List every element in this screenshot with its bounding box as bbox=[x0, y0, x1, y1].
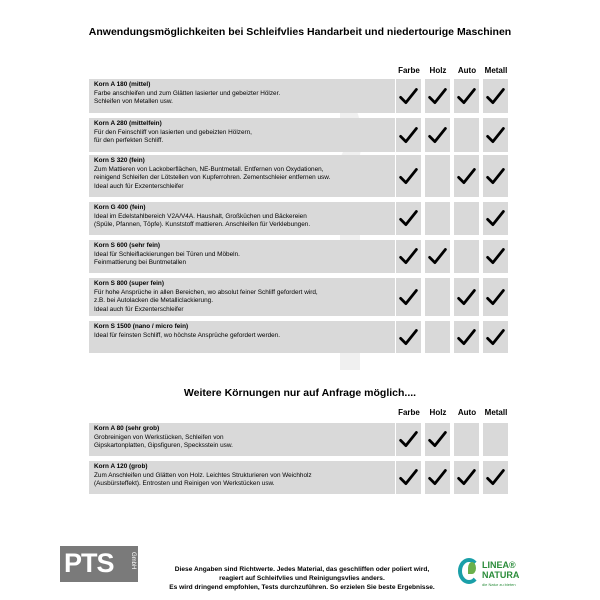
pts-logo-gmbh: GmbH bbox=[130, 552, 136, 570]
check-cell-holz bbox=[425, 118, 450, 152]
product-description bbox=[89, 240, 395, 273]
check-cell-auto bbox=[454, 423, 479, 456]
product-description bbox=[89, 461, 395, 494]
check-cell-farbe bbox=[396, 423, 421, 456]
column-header-holz: Holz bbox=[429, 408, 447, 417]
pts-logo-text: PTS bbox=[64, 548, 114, 578]
check-cell-auto bbox=[454, 118, 479, 152]
page-title: Anwendungsmöglichkeiten bei Schleifvlies Handarbeit und niedertourige Maschinen bbox=[88, 26, 512, 38]
check-cell-metall bbox=[483, 461, 508, 494]
checkmark-icon bbox=[398, 287, 419, 308]
column-header-farbe: Farbe bbox=[398, 66, 420, 75]
checkmark-icon bbox=[427, 246, 448, 267]
checkmark-icon bbox=[427, 125, 448, 146]
product-row bbox=[89, 155, 515, 197]
product-row bbox=[89, 202, 515, 235]
check-cell-auto bbox=[454, 240, 479, 273]
product-description-line: Ideal im Edelstahlbereich V2A/V4A. Haushalt, Großküchen und Bäckereien bbox=[94, 212, 307, 220]
check-cell-farbe bbox=[396, 321, 421, 353]
checkmark-icon bbox=[485, 287, 506, 308]
column-header-metall: Metall bbox=[484, 408, 508, 417]
check-cell-holz bbox=[425, 321, 450, 353]
checkmark-icon bbox=[456, 166, 477, 187]
product-name: Korn A 180 (mittel) bbox=[94, 81, 151, 88]
checkmark-icon bbox=[485, 208, 506, 229]
product-row bbox=[89, 118, 515, 152]
product-description-line: Für den Feinschliff von lasierten und gebeizten Hölzern, bbox=[94, 128, 252, 136]
checkmark-icon bbox=[427, 86, 448, 107]
product-description-line: Zum Mattieren von Lackoberflächen, NE-Buntmetall. Entfernen von Oxydationen, bbox=[94, 165, 324, 173]
column-header-metall: Metall bbox=[484, 66, 508, 75]
checkmark-icon bbox=[398, 208, 419, 229]
footer-disclaimer bbox=[142, 566, 462, 592]
check-cell-farbe bbox=[396, 202, 421, 235]
product-description-line: Ideal auch für Exzenterschleifer bbox=[94, 182, 184, 190]
product-description-line: Ideal für Schleiflackierungen bei Türen und Möbeln. bbox=[94, 250, 240, 258]
section-subtitle: Weitere Körnungen nur auf Anfrage möglich.... bbox=[183, 387, 417, 399]
product-description-line: (Spüle, Pfannen, Töpfe). Kunststoff mattieren. Anschleifen für Verklebungen. bbox=[94, 221, 311, 229]
column-header-farbe: Farbe bbox=[398, 408, 420, 417]
check-cell-farbe bbox=[396, 79, 421, 113]
product-description-line: Ideal auch für Exzenterschleifer bbox=[94, 305, 184, 313]
checkmark-icon bbox=[456, 86, 477, 107]
product-name: Korn S 600 (sehr fein) bbox=[94, 242, 161, 249]
check-cell-farbe bbox=[396, 240, 421, 273]
checkmark-icon bbox=[456, 327, 477, 348]
check-cell-auto bbox=[454, 461, 479, 494]
product-description-line: Zum Anschleifen und Glätten von Holz. Leichtes Strukturieren von Weichholz bbox=[94, 471, 312, 479]
product-description bbox=[89, 321, 395, 353]
checkmark-icon bbox=[398, 166, 419, 187]
checkmark-icon bbox=[485, 86, 506, 107]
linea-natura-logo bbox=[458, 556, 548, 590]
check-cell-metall bbox=[483, 79, 508, 113]
check-cell-holz bbox=[425, 240, 450, 273]
check-cell-auto bbox=[454, 79, 479, 113]
checkmark-icon bbox=[485, 327, 506, 348]
product-row bbox=[89, 423, 515, 456]
check-cell-auto bbox=[454, 278, 479, 316]
column-header-holz: Holz bbox=[429, 66, 447, 75]
checkmark-icon bbox=[398, 467, 419, 488]
check-cell-holz bbox=[425, 79, 450, 113]
product-description-line: (Ausbürsteffekt). Entrosten und Reinigen von Werkstücken usw. bbox=[94, 480, 275, 488]
product-description-line: für den perfekten Schliff. bbox=[94, 137, 164, 145]
checkmark-icon bbox=[456, 467, 477, 488]
product-description-line: Gipskartonplatten, Gipsfiguren, Specksstein usw. bbox=[94, 442, 233, 450]
check-cell-auto bbox=[454, 202, 479, 235]
check-cell-farbe bbox=[396, 278, 421, 316]
check-cell-holz bbox=[425, 423, 450, 456]
checkmark-icon bbox=[398, 125, 419, 146]
product-name: Korn S 1500 (nano / micro fein) bbox=[94, 323, 189, 330]
product-description-line: Schleifen von Metallen usw. bbox=[94, 98, 173, 106]
check-cell-holz bbox=[425, 461, 450, 494]
checkmark-icon bbox=[485, 246, 506, 267]
product-row bbox=[89, 240, 515, 273]
checkmark-icon bbox=[427, 429, 448, 450]
product-description-line: Feinmattierung bei Buntmetallen bbox=[94, 259, 187, 267]
product-description bbox=[89, 278, 395, 316]
check-cell-farbe bbox=[396, 155, 421, 197]
check-cell-metall bbox=[483, 118, 508, 152]
product-row bbox=[89, 79, 515, 113]
checkmark-icon bbox=[398, 327, 419, 348]
leaf-icon bbox=[468, 562, 476, 574]
column-header-auto: Auto bbox=[457, 408, 477, 417]
check-cell-holz bbox=[425, 202, 450, 235]
product-name: Korn A 80 (sehr grob) bbox=[94, 425, 160, 432]
check-cell-metall bbox=[483, 321, 508, 353]
product-description-line: z.B. bei Autolacken die Metalliclackierung. bbox=[94, 297, 214, 305]
product-description-line: Ideal für feinsten Schliff, wo höchste Ansprüche gefordert werden. bbox=[94, 331, 281, 339]
check-cell-metall bbox=[483, 202, 508, 235]
check-cell-farbe bbox=[396, 461, 421, 494]
product-name: Korn G 400 (fein) bbox=[94, 204, 146, 211]
check-cell-holz bbox=[425, 278, 450, 316]
brand-line2: NATURA bbox=[482, 570, 520, 580]
checkmark-icon bbox=[456, 287, 477, 308]
product-description-line: Grobreinigen von Werkstücken, Schleifen von bbox=[94, 433, 224, 441]
checkmark-icon bbox=[485, 125, 506, 146]
product-row bbox=[89, 321, 515, 353]
pts-logo bbox=[60, 546, 138, 582]
checkmark-icon bbox=[398, 429, 419, 450]
product-row bbox=[89, 278, 515, 316]
checkmark-icon bbox=[398, 246, 419, 267]
product-row bbox=[89, 461, 515, 494]
check-cell-metall bbox=[483, 240, 508, 273]
product-description-line: Für hohe Ansprüche in allen Bereichen, wo absolut feiner Schliff gefordert wird, bbox=[94, 288, 318, 296]
checkmark-icon bbox=[427, 467, 448, 488]
product-name: Korn S 320 (fein) bbox=[94, 157, 145, 164]
column-header-auto: Auto bbox=[457, 66, 477, 75]
check-cell-metall bbox=[483, 278, 508, 316]
product-description bbox=[89, 118, 395, 152]
footer-line: Diese Angaben sind Richtwerte. Jedes Material, das geschliffen oder poliert wird, bbox=[174, 566, 430, 573]
footer-line: Es wird dringend empfohlen, Tests durchzuführen. So erzielen Sie beste Ergebnisse. bbox=[169, 583, 435, 591]
check-cell-metall bbox=[483, 423, 508, 456]
footer-line: reagiert auf Schleifvlies und Reinigungsvlies anders. bbox=[219, 574, 385, 582]
product-name: Korn A 280 (mittelfein) bbox=[94, 120, 162, 127]
product-name: Korn S 800 (super fein) bbox=[94, 280, 164, 287]
product-description-line: reinigend Schleifen der Lötstellen von Kupferrohren. Zementschleier entfernen usw. bbox=[94, 174, 331, 182]
product-description bbox=[89, 423, 395, 456]
product-description bbox=[89, 202, 395, 235]
product-description bbox=[89, 79, 395, 113]
brand-line1: LINEA® bbox=[482, 560, 516, 570]
checkmark-icon bbox=[485, 467, 506, 488]
checkmark-icon bbox=[485, 166, 506, 187]
product-description bbox=[89, 155, 395, 197]
checkmark-icon bbox=[398, 86, 419, 107]
check-cell-farbe bbox=[396, 118, 421, 152]
brand-tag: die Natur zu bieten bbox=[482, 582, 516, 587]
check-cell-auto bbox=[454, 321, 479, 353]
product-description-line: Farbe anschleifen und zum Glätten lasierter und gebeizter Hölzer. bbox=[94, 89, 281, 97]
check-cell-auto bbox=[454, 155, 479, 197]
check-cell-metall bbox=[483, 155, 508, 197]
check-cell-holz bbox=[425, 155, 450, 197]
product-name: Korn A 120 (grob) bbox=[94, 463, 148, 470]
